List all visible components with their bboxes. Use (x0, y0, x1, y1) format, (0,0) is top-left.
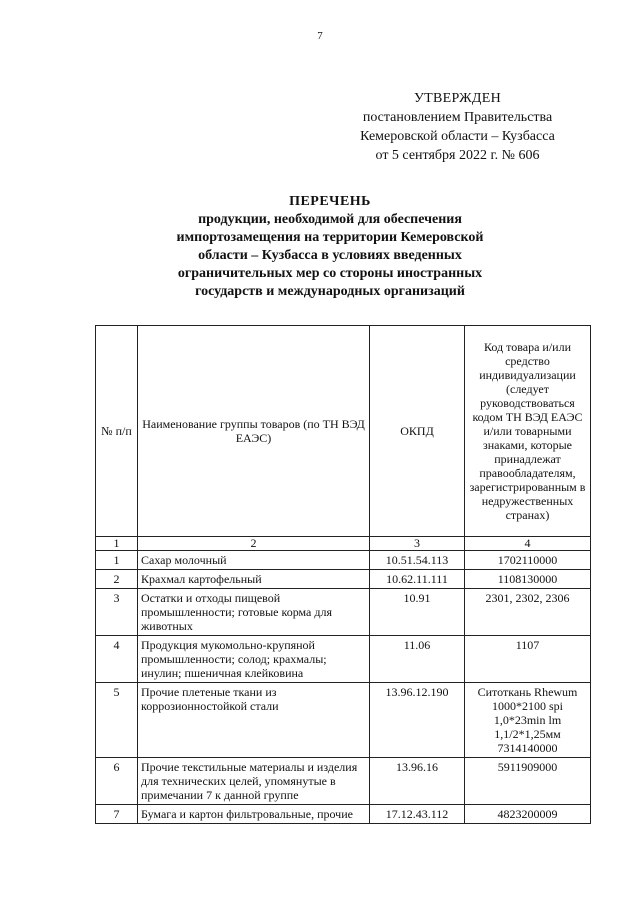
table-header-row (96, 326, 591, 537)
approval-line-3: от 5 сентября 2022 г. № 606 (375, 148, 540, 163)
approval-title: УТВЕРЖДЕН (413, 91, 502, 106)
approval-line-1: постановлением Правительства (362, 110, 553, 125)
approval-block (340, 89, 575, 165)
row-num: 3 (96, 589, 138, 636)
row-num: 2 (96, 570, 138, 589)
header-code: Код товара и/или средство индивидуализации (следует руководствоваться кодом ТН ВЭД ЕАЭС и/или товарными знаками, которые принадлежат правообладателям, зарегистрированным в недружественных странах) (465, 326, 591, 537)
row-name: Остатки и отходы пищевой промышленности; готовые корма для животных (138, 589, 370, 636)
document-title-heading: ПЕРЕЧЕНЬ (289, 194, 371, 209)
row-name: Прочие текстильные материалы и изделия для технических целей, упомянутые в примечании 7 к данной группе (138, 758, 370, 805)
row-code: 4823200009 (465, 805, 591, 824)
table-row (96, 589, 591, 636)
document-title-line-4: ограничительных мер со стороны иностранных (177, 266, 483, 281)
row-okpd: 10.51.54.113 (370, 551, 465, 570)
column-number: 4 (465, 537, 591, 551)
row-num: 6 (96, 758, 138, 805)
column-number: 3 (370, 537, 465, 551)
row-okpd: 17.12.43.112 (370, 805, 465, 824)
table-row (96, 551, 591, 570)
row-name: Сахар молочный (138, 551, 370, 570)
row-code: 1702110000 (465, 551, 591, 570)
row-code: 5911909000 (465, 758, 591, 805)
row-name: Прочие плетеные ткани из коррозионностойкой стали (138, 683, 370, 758)
table-row (96, 758, 591, 805)
document-title-line-3: области – Кузбасса в условиях введенных (198, 248, 462, 263)
row-code: Ситоткань Rhewum 1000*2100 spi 1,0*23min lm 1,1/2*1,25мм 7314140000 (465, 683, 591, 758)
row-num: 1 (96, 551, 138, 570)
row-okpd: 10.91 (370, 589, 465, 636)
document-title-line-5: государств и международных организаций (195, 284, 465, 299)
table-row (96, 570, 591, 589)
row-okpd: 13.96.16 (370, 758, 465, 805)
header-name: Наименование группы товаров (по ТН ВЭД ЕАЭС) (138, 326, 370, 537)
row-name: Крахмал картофельный (138, 570, 370, 589)
document-title (120, 193, 540, 301)
row-code: 1107 (465, 636, 591, 683)
row-code: 1108130000 (465, 570, 591, 589)
table-row (96, 683, 591, 758)
page-number: 7 (317, 30, 323, 42)
column-number: 2 (138, 537, 370, 551)
table-row (96, 636, 591, 683)
row-num: 5 (96, 683, 138, 758)
row-num: 4 (96, 636, 138, 683)
row-name: Продукция мукомольно-крупяной промышленности; солод; крахмалы; инулин; пшеничная клейковина (138, 636, 370, 683)
header-okpd: ОКПД (370, 326, 465, 537)
row-okpd: 10.62.11.111 (370, 570, 465, 589)
document-title-line-2: импортозамещения на территории Кемеровской (176, 230, 484, 245)
row-okpd: 13.96.12.190 (370, 683, 465, 758)
approval-line-2: Кемеровской области – Кузбасса (360, 129, 555, 144)
products-table (95, 325, 591, 824)
column-numbers-row (96, 537, 591, 551)
row-name: Бумага и картон фильтровальные, прочие (138, 805, 370, 824)
column-number: 1 (96, 537, 138, 551)
row-code: 2301, 2302, 2306 (465, 589, 591, 636)
row-okpd: 11.06 (370, 636, 465, 683)
row-num: 7 (96, 805, 138, 824)
document-title-line-1: продукции, необходимой для обеспечения (198, 212, 462, 227)
table-row (96, 805, 591, 824)
header-num: № п/п (96, 326, 138, 537)
